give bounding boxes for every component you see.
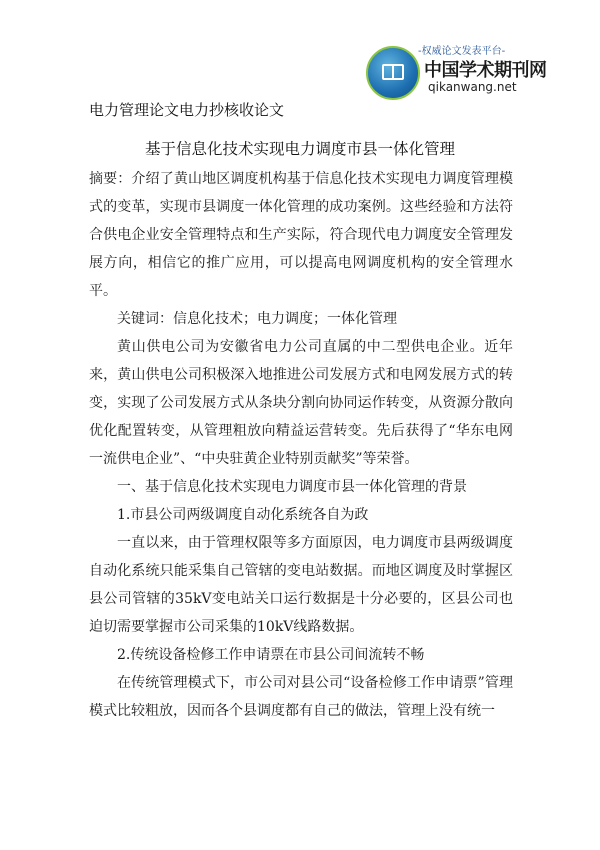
logo-seal-icon: [366, 46, 420, 100]
body-paragraph: 在传统管理模式下，市公司对县公司“设备检修工作申请票”管理模式比较粗放，因而各个县调度都有自己的做法，管理上没有统一: [89, 675, 513, 719]
logo-tagline: -权威论文发表平台-: [418, 46, 506, 57]
keywords-paragraph: 关键词：信息化技术；电力调度；一体化管理: [117, 311, 397, 327]
article-title: 基于信息化技术实现电力调度市县一体化管理: [144, 140, 455, 158]
book-icon: [382, 64, 404, 80]
site-logo: [366, 36, 547, 106]
subsection-heading: 2.传统设备检修工作申请票在市县公司间流转不畅: [117, 647, 425, 663]
logo-name: 中国学术期刊网: [424, 60, 547, 81]
body-paragraph: 一直以来，由于管理权限等多方面原因，电力调度市县两级调度自动化系统只能采集自己管辖的变电站数据。而地区调度及时掌握区县公司管辖的35kV变电站关口运行数据是十分必要的，区县公司也迫切需要掌握市公司采集的10kV线路数据。: [89, 535, 513, 635]
category-title: 电力管理论文电力抄核收论文: [89, 101, 285, 119]
logo-url: qikanwang.net: [428, 80, 517, 94]
body-paragraph: 黄山供电公司为安徽省电力公司直属的中二型供电企业。近年来，黄山供电公司积极深入地推进公司发展方式和电网发展方式的转变，实现了公司发展方式从条块分割向协同运作转变，从资源分散向优化配置转变，从管理粗放向精益运营转变。先后获得了“华东电网一流供电企业”、“中央驻黄企业特别贡献奖”等荣誉。: [89, 339, 513, 467]
subsection-heading: 1.市县公司两级调度自动化系统各自为政: [117, 507, 369, 523]
section-heading: 一、基于信息化技术实现电力调度市县一体化管理的背景: [117, 479, 467, 495]
article-body: [89, 165, 513, 725]
abstract-paragraph: 摘要：介绍了黄山地区调度机构基于信息化技术实现电力调度管理模式的变革，实现市县调度一体化管理的成功案例。这些经验和方法符合供电企业安全管理特点和生产实际，符合现代电力调度安全管理发展方向，相信它的推广应用，可以提高电网调度机构的安全管理水平。: [89, 171, 513, 299]
